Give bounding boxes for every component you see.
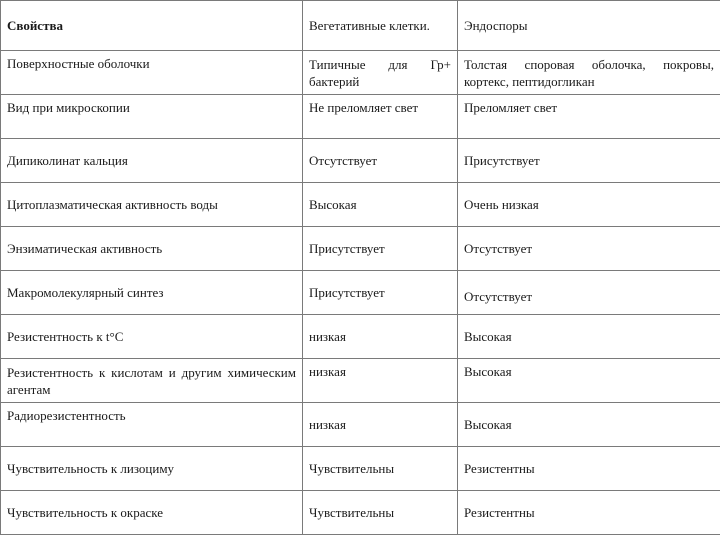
row-endospores: Высокая <box>458 315 720 359</box>
row-property: Вид при микроскопии <box>1 95 303 139</box>
row-property: Энзиматическая активность <box>1 227 303 271</box>
table-row <box>1 139 720 183</box>
row-vegetative: Отсутствует <box>303 139 458 183</box>
row-property: Чувствительность к окраске <box>1 491 303 535</box>
row-endospores: Очень низкая <box>458 183 720 227</box>
row-property: Резистентность к кислотам и другим химическим агентам <box>1 359 303 403</box>
table-row <box>1 491 720 535</box>
row-endospores: Преломляет свет <box>458 95 720 139</box>
row-vegetative: Типичные для Гр+ бактерий <box>303 51 458 95</box>
row-vegetative: низкая <box>303 315 458 359</box>
row-property: Чувствительность к лизоциму <box>1 447 303 491</box>
row-vegetative: Присутствует <box>303 227 458 271</box>
table-row <box>1 183 720 227</box>
row-vegetative: Присутствует <box>303 271 458 315</box>
table-row <box>1 447 720 491</box>
row-vegetative: низкая <box>303 403 458 447</box>
row-property: Радиорезистентность <box>1 403 303 447</box>
table-row <box>1 95 720 139</box>
row-property: Резистентность к t°С <box>1 315 303 359</box>
table-row <box>1 359 720 403</box>
table-row <box>1 227 720 271</box>
row-endospores: Отсутствует <box>458 271 720 315</box>
header-vegetative-cells: Вегетативные клетки. <box>303 1 458 51</box>
row-property: Дипиколинат кальция <box>1 139 303 183</box>
row-vegetative: Высокая <box>303 183 458 227</box>
row-vegetative: Чувствительны <box>303 491 458 535</box>
row-endospores: Резистентны <box>458 491 720 535</box>
row-property: Цитоплазматическая активность воды <box>1 183 303 227</box>
row-endospores: Высокая <box>458 403 720 447</box>
table-row <box>1 271 720 315</box>
row-vegetative: низкая <box>303 359 458 403</box>
row-endospores: Резистентны <box>458 447 720 491</box>
row-vegetative: Чувствительны <box>303 447 458 491</box>
row-vegetative: Не преломляет свет <box>303 95 458 139</box>
table-row <box>1 51 720 95</box>
row-endospores: Присутствует <box>458 139 720 183</box>
row-property: Макромолекулярный синтез <box>1 271 303 315</box>
table-row <box>1 315 720 359</box>
header-properties: Свойства <box>1 1 303 51</box>
row-property: Поверхностные оболочки <box>1 51 303 95</box>
header-endospores: Эндоспоры <box>458 1 720 51</box>
row-endospores: Толстая споровая оболочка, покровы, кортекс, пептидогликан <box>458 51 720 95</box>
row-endospores: Высокая <box>458 359 720 403</box>
row-endospores: Отсутствует <box>458 227 720 271</box>
table-row <box>1 403 720 447</box>
table-header-row <box>1 1 720 51</box>
